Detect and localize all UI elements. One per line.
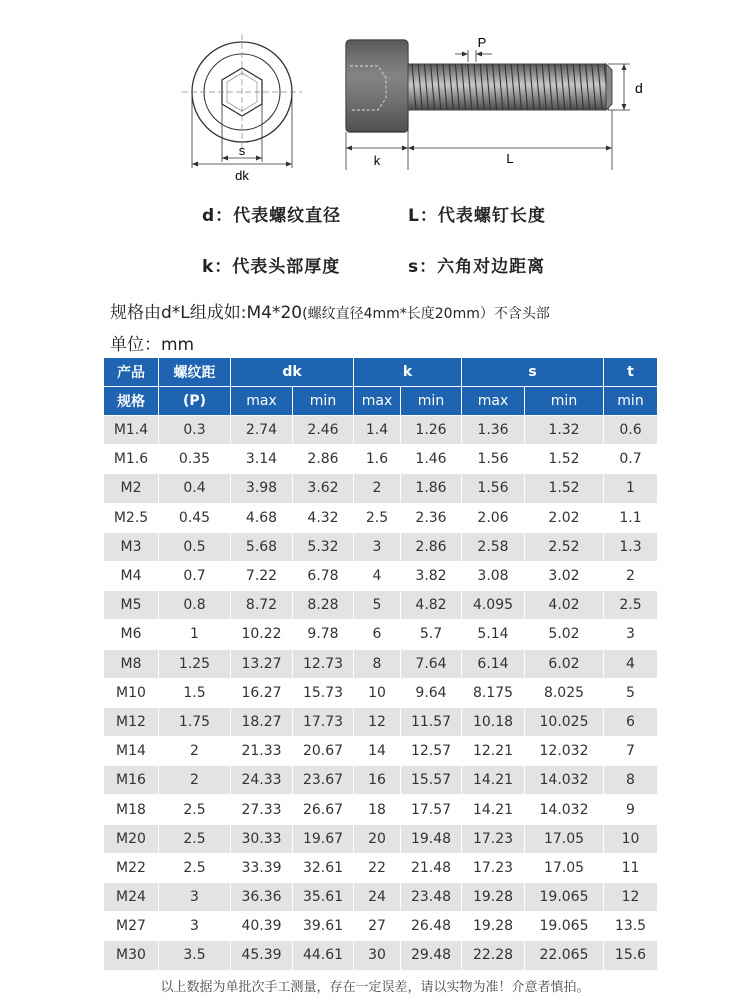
table-cell: 2 [354,474,401,503]
table-cell: M3 [104,532,159,561]
table-cell: 23.48 [401,883,462,912]
table-cell: 19.48 [401,824,462,853]
legend-d: d：代表螺纹直径 [202,206,342,226]
table-cell: 30 [354,941,401,970]
table-cell: M8 [104,649,159,678]
table-cell: 10 [354,678,401,707]
table-cell: 0.7 [604,445,658,474]
table-cell: 10.025 [525,707,604,736]
table-cell: 12.73 [293,649,354,678]
table-body [104,416,658,971]
table-cell: 0.4 [159,474,231,503]
header-product-top: 产品 [104,358,159,387]
table-cell: 2.74 [231,416,293,445]
spec-description [110,298,550,323]
table-row [104,678,658,707]
table-cell: 5.7 [401,620,462,649]
header-dk-min: min [293,387,354,416]
table-cell: 36.36 [231,883,293,912]
table-cell: 16.27 [231,678,293,707]
table-cell: 12 [354,707,401,736]
table-cell: 14.032 [525,766,604,795]
table-cell: 5.14 [462,620,525,649]
table-cell: 22 [354,853,401,882]
label-p: P [477,35,487,50]
table-cell: M18 [104,795,159,824]
table-cell: M10 [104,678,159,707]
table-cell: 2.86 [401,532,462,561]
table-cell: 17.73 [293,707,354,736]
unit-label: 单位：mm [110,335,195,355]
table-cell: 27.33 [231,795,293,824]
table-cell: 15.57 [401,766,462,795]
header-pitch-bottom: (P) [159,387,231,416]
table-cell: 1.26 [401,416,462,445]
table-cell: 1.56 [462,474,525,503]
table-cell: 2 [159,766,231,795]
table-row [104,883,658,912]
table-cell: 27 [354,912,401,941]
table-cell: 4.32 [293,503,354,532]
table-cell: 5 [354,591,401,620]
table-cell: 5.68 [231,532,293,561]
table-cell: 7 [604,737,658,766]
table-row [104,766,658,795]
table-cell: 15.73 [293,678,354,707]
table-cell: 22.28 [462,941,525,970]
table-cell: 3.08 [462,561,525,590]
table-cell: 44.61 [293,941,354,970]
header-k-min: min [401,387,462,416]
table-cell: 32.61 [293,853,354,882]
table-cell: 24 [354,883,401,912]
table-cell: 2.5 [604,591,658,620]
table-cell: 17.23 [462,853,525,882]
table-cell: 3.14 [231,445,293,474]
table-cell: M6 [104,620,159,649]
table-cell: 39.61 [293,912,354,941]
table-row [104,853,658,882]
table-cell: 1.25 [159,649,231,678]
table-cell: 40.39 [231,912,293,941]
table-cell: 12 [604,883,658,912]
table-cell: 2.5 [354,503,401,532]
table-cell: 6.78 [293,561,354,590]
table-cell: 0.6 [604,416,658,445]
table-cell: 1.75 [159,707,231,736]
table-cell: 14 [354,737,401,766]
table-cell: M2 [104,474,159,503]
table-cell: 20.67 [293,737,354,766]
table-cell: 2.06 [462,503,525,532]
table-cell: 8 [354,649,401,678]
table-cell: 19.28 [462,883,525,912]
legend-l: L：代表螺钉长度 [408,206,546,226]
table-row [104,591,658,620]
table-cell: 14.032 [525,795,604,824]
table-cell: 9 [604,795,658,824]
table-cell: 33.39 [231,853,293,882]
table-cell: 4.02 [525,591,604,620]
table-cell: 1.4 [354,416,401,445]
table-cell: M22 [104,853,159,882]
table-cell: 11.57 [401,707,462,736]
table-row [104,561,658,590]
table-cell: 3.5 [159,941,231,970]
table-cell: M5 [104,591,159,620]
table-cell: 2 [159,737,231,766]
table-cell: 1.52 [525,445,604,474]
table-cell: 6 [354,620,401,649]
table-cell: 3.62 [293,474,354,503]
table-cell: M14 [104,737,159,766]
header-pitch-top: 螺纹距 [159,358,231,387]
table-cell: 9.64 [401,678,462,707]
table-cell: 4.68 [231,503,293,532]
table-cell: 6.14 [462,649,525,678]
label-l: L [506,151,514,166]
table-cell: 2.86 [293,445,354,474]
table-cell: 1.36 [462,416,525,445]
header-k-max: max [354,387,401,416]
table-cell: 3 [159,883,231,912]
table-cell: 11 [604,853,658,882]
table-cell: 18.27 [231,707,293,736]
table-cell: 5 [604,678,658,707]
table-cell: 1.56 [462,445,525,474]
table-cell: 0.5 [159,532,231,561]
table-cell: M30 [104,941,159,970]
table-cell: 17.05 [525,853,604,882]
table-cell: 12.21 [462,737,525,766]
legend-s: s：六角对边距离 [408,257,546,277]
header-k: k [354,358,462,387]
table-cell: 8.025 [525,678,604,707]
table-cell: 26.48 [401,912,462,941]
table-cell: 1.1 [604,503,658,532]
table-cell: M4 [104,561,159,590]
spec-main: 规格由d*L组成如:M4*20 [110,303,303,323]
table-cell: M1.4 [104,416,159,445]
table-cell: 3 [604,620,658,649]
label-d: d [635,80,643,96]
table-cell: 1.46 [401,445,462,474]
table-cell: 17.23 [462,824,525,853]
table-cell: M27 [104,912,159,941]
table-cell: 2.36 [401,503,462,532]
table-cell: 22.065 [525,941,604,970]
table-cell: M2.5 [104,503,159,532]
table-cell: 2.58 [462,532,525,561]
table-cell: 13.5 [604,912,658,941]
table-cell: 0.35 [159,445,231,474]
table-row [104,620,658,649]
table-cell: 1.86 [401,474,462,503]
table-cell: 2.5 [159,795,231,824]
table-cell: 3.02 [525,561,604,590]
table-cell: 20 [354,824,401,853]
table-cell: 15.6 [604,941,658,970]
table-row [104,707,658,736]
table-cell: 23.67 [293,766,354,795]
table-row [104,737,658,766]
header-s-max: max [462,387,525,416]
label-dk: dk [235,168,249,183]
table-row [104,532,658,561]
header-t: t [604,358,658,387]
table-cell: 21.48 [401,853,462,882]
table-cell: M16 [104,766,159,795]
table-cell: 4.095 [462,591,525,620]
legend-k: k：代表头部厚度 [202,257,341,277]
spec-note: (螺纹直径4mm*长度20mm）不含头部 [302,306,550,322]
table-row [104,649,658,678]
table-cell: 19.28 [462,912,525,941]
table-row [104,416,658,445]
table-cell: 6 [604,707,658,736]
table-cell: 3.82 [401,561,462,590]
screw-dimension-diagram [0,0,750,185]
table-cell: 4.82 [401,591,462,620]
table-cell: 7.64 [401,649,462,678]
header-product-bottom: 规格 [104,387,159,416]
table-cell: M20 [104,824,159,853]
table-cell: 4 [604,649,658,678]
footer-disclaimer: 以上数据为单批次手工测量，存在一定误差，请以实物为准！介意者慎拍。 [160,980,590,995]
spec-table [103,357,658,971]
table-cell: 3 [354,532,401,561]
table-cell: 1 [159,620,231,649]
label-k: k [373,153,381,168]
table-cell: 2.46 [293,416,354,445]
table-cell: 17.57 [401,795,462,824]
table-cell: 0.3 [159,416,231,445]
table-cell: 4 [354,561,401,590]
table-cell: 8.72 [231,591,293,620]
table-cell: 1 [604,474,658,503]
table-cell: 3.98 [231,474,293,503]
table-cell: 2.5 [159,853,231,882]
table-cell: 12.032 [525,737,604,766]
table-cell: 8.175 [462,678,525,707]
header-dk: dk [231,358,354,387]
header-s: s [462,358,604,387]
table-cell: 9.78 [293,620,354,649]
table-cell: 0.8 [159,591,231,620]
table-cell: M12 [104,707,159,736]
table-cell: 7.22 [231,561,293,590]
table-cell: 19.065 [525,883,604,912]
table-row [104,941,658,970]
table-cell: 6.02 [525,649,604,678]
table-cell: 1.52 [525,474,604,503]
table-cell: 26.67 [293,795,354,824]
table-cell: 2 [604,561,658,590]
table-cell: 10.22 [231,620,293,649]
table-cell: 21.33 [231,737,293,766]
table-cell: 0.7 [159,561,231,590]
table-cell: 45.39 [231,941,293,970]
table-cell: 35.61 [293,883,354,912]
table-cell: 19.67 [293,824,354,853]
table-cell: 1.3 [604,532,658,561]
table-row [104,912,658,941]
table-row [104,795,658,824]
table-cell: 29.48 [401,941,462,970]
table-cell: 10.18 [462,707,525,736]
table-row [104,445,658,474]
table-cell: 8.28 [293,591,354,620]
table-cell: 10 [604,824,658,853]
table-cell: M1.6 [104,445,159,474]
table-cell: 14.21 [462,766,525,795]
table-cell: 16 [354,766,401,795]
table-header [104,358,658,416]
table-cell: 1.6 [354,445,401,474]
header-t-min: min [604,387,658,416]
table-cell: 13.27 [231,649,293,678]
table-cell: 5.32 [293,532,354,561]
table-row [104,503,658,532]
table-cell: 3 [159,912,231,941]
table-cell: 0.45 [159,503,231,532]
table-cell: 5.02 [525,620,604,649]
table-cell: 2.52 [525,532,604,561]
header-s-min: min [525,387,604,416]
table-row [104,474,658,503]
table-cell: 1.5 [159,678,231,707]
table-cell: 1.32 [525,416,604,445]
table-cell: 30.33 [231,824,293,853]
table-cell: 12.57 [401,737,462,766]
table-cell: 14.21 [462,795,525,824]
table-cell: 17.05 [525,824,604,853]
table-cell: 24.33 [231,766,293,795]
table-cell: M24 [104,883,159,912]
table-cell: 2.02 [525,503,604,532]
table-cell: 18 [354,795,401,824]
label-s: s [238,143,246,158]
table-row [104,824,658,853]
header-dk-max: max [231,387,293,416]
table-cell: 8 [604,766,658,795]
table-cell: 2.5 [159,824,231,853]
table-cell: 19.065 [525,912,604,941]
